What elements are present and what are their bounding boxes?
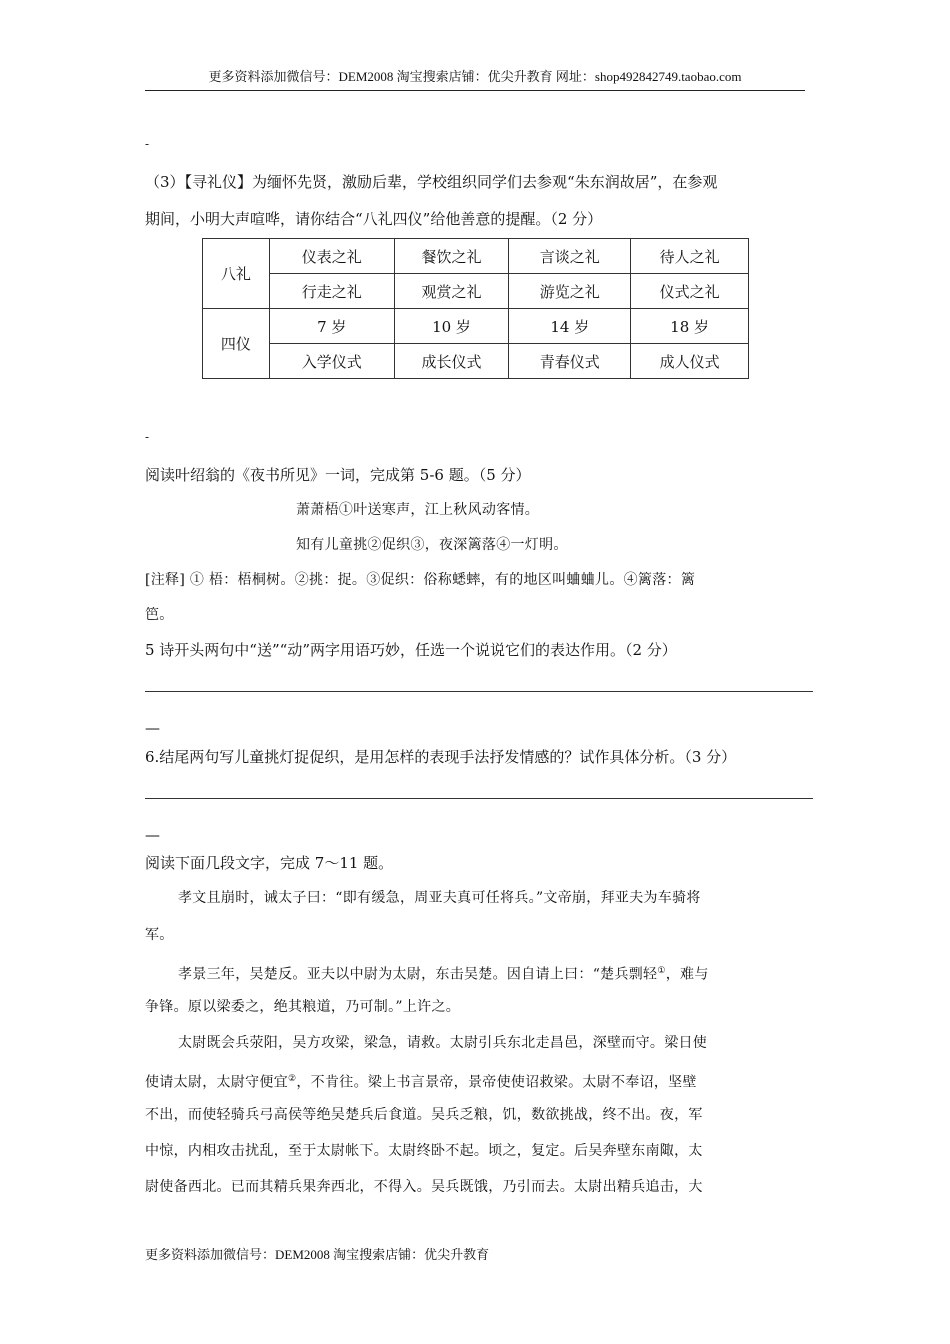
table-cell: 18 岁 [631, 309, 749, 344]
passage-para-1-line-2: 军。 [145, 927, 174, 943]
table-cell: 成长仪式 [394, 344, 509, 379]
table-cell: 仪表之礼 [269, 239, 394, 274]
footnote-marker: ① [657, 966, 666, 976]
passage-para-2-line-1 [178, 961, 709, 985]
poem-notes-line-2: 笆。 [145, 607, 174, 623]
poem-line-2: 知有儿童挑②促织③，夜深篱落④一灯明。 [296, 537, 568, 553]
passage-para-2-line-2: 争锋。原以梁委之，绝其粮道，乃可制。”上许之。 [145, 999, 461, 1015]
table-cell: 10 岁 [394, 309, 509, 344]
passage-text: 孝景三年，吴楚反。亚夫以中尉为太尉，东击吴楚。因自请上曰：“楚兵剽轻 [178, 966, 658, 983]
table-cell: 青春仪式 [509, 344, 631, 379]
answer-line-tail: — [145, 826, 160, 844]
table-cell: 成人仪式 [631, 344, 749, 379]
question-3-line-2: 期间，小明大声喧哗，请你结合“八礼四仪”给他善意的提醒。（2 分） [145, 210, 603, 228]
passage-text: 使请太尉，太尉守便宜 [145, 1074, 288, 1091]
table-cell: 仪式之礼 [631, 274, 749, 309]
passage-para-1-line-1: 孝文且崩时，诫太子曰：“即有缓急，周亚夫真可任将兵。”文帝崩，拜亚夫为车骑将 [178, 890, 701, 906]
dash-mark: - [145, 137, 150, 151]
passage-para-3-line-1: 太尉既会兵荥阳，吴方攻梁，梁急，请救。太尉引兵东北走昌邑，深壁而守。梁日使 [178, 1035, 708, 1051]
poem-line-1: 萧萧梧①叶送寒声，江上秋风动客情。 [296, 502, 540, 518]
poem-notes-line-1: [注释] ① 梧：梧桐树。②挑：捉。③促织：俗称蟋蟀，有的地区叫蛐蛐儿。④篱落：篱 [145, 572, 696, 588]
question-3-line-1: （3）【寻礼仪】为缅怀先贤，激励后辈，学校组织同学们去参观“朱东润故居”，在参观 [145, 173, 718, 191]
passage-para-3-line-4: 中惊，内相攻击扰乱，至于太尉帐下。太尉终卧不起。顷之，复定。后吴奔壁东南陬，太 [145, 1143, 703, 1159]
passage-text: ，不肯往。梁上书言景帝，景帝使使诏救梁。太尉不奉诏，坚壁 [296, 1074, 697, 1091]
table-row [203, 239, 749, 274]
table-cell: 餐饮之礼 [394, 239, 509, 274]
passage-para-3-line-5: 尉使备西北。已而其精兵果奔西北，不得入。吴兵既饿，乃引而去。太尉出精兵追击，大 [145, 1179, 703, 1195]
passage-para-3-line-2 [145, 1069, 697, 1093]
table-cell: 观赏之礼 [394, 274, 509, 309]
table-cell: 游览之礼 [509, 274, 631, 309]
table-row [203, 309, 749, 344]
footnote-marker: ② [288, 1074, 297, 1084]
question-6: 6.结尾两句写儿童挑灯捉促织，是用怎样的表现手法抒发情感的？试作具体分析。（3 分） [145, 748, 737, 766]
ba-li-si-yi-table [202, 238, 749, 379]
table-cell: 入学仪式 [269, 344, 394, 379]
poem-intro: 阅读叶绍翁的《夜书所见》一词，完成第 5-6 题。（5 分） [145, 466, 531, 484]
table-cell: 言谈之礼 [509, 239, 631, 274]
answer-line [145, 691, 813, 692]
passage-text: ，难与 [665, 966, 709, 983]
page-header: 更多资料添加微信号：DEM2008 淘宝搜索店铺：优尖升教育 网址：shop492842749.taobao.com [145, 66, 805, 91]
table-cell: 7 岁 [269, 309, 394, 344]
table-cell: 行走之礼 [269, 274, 394, 309]
table-row-label: 八礼 [203, 239, 270, 309]
table-row-label: 四仪 [203, 309, 270, 379]
table-row [203, 344, 749, 379]
table-cell: 待人之礼 [631, 239, 749, 274]
page-footer: 更多资料添加微信号：DEM2008 淘宝搜索店铺：优尖升教育 [145, 1247, 490, 1262]
answer-line [145, 798, 813, 799]
passage-para-3-line-3: 不出，而使轻骑兵弓高侯等绝吴楚兵后食道。吴兵乏粮，饥，数欲挑战，终不出。夜，军 [145, 1107, 703, 1123]
table-row [203, 274, 749, 309]
reading-intro: 阅读下面几段文字，完成 7～11 题。 [145, 854, 394, 872]
dash-mark: - [145, 430, 150, 444]
question-5: 5 诗开头两句中“送”“动”两字用语巧妙，任选一个说说它们的表达作用。（2 分） [145, 641, 677, 659]
table-cell: 14 岁 [509, 309, 631, 344]
answer-line-tail: — [145, 719, 160, 737]
